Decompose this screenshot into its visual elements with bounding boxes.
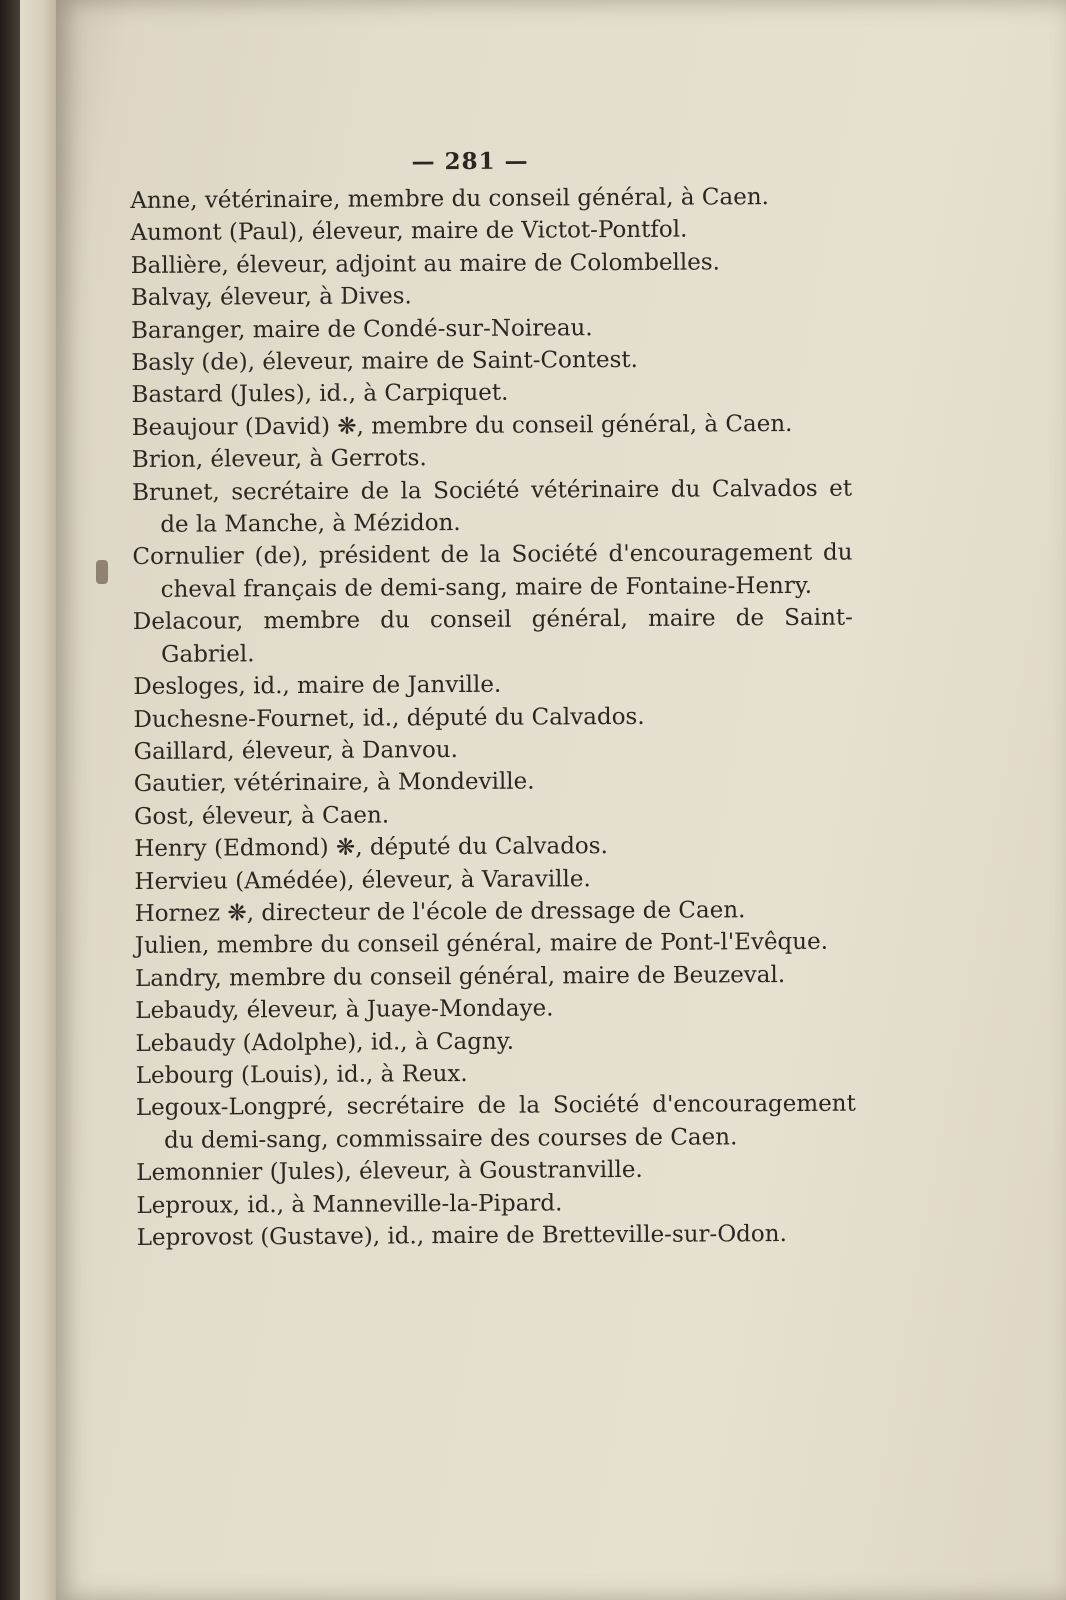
margin-stain <box>96 560 108 584</box>
list-entry: Baranger, maire de Condé-sur-Noireau. <box>131 314 593 344</box>
list-entry: Anne, vétérinaire, membre du conseil général, à Caen. <box>130 184 769 214</box>
list-entry: Brion, éleveur, à Gerrots. <box>131 445 427 474</box>
page-text <box>130 146 857 1255</box>
list-entry: Brunet, secrétaire de la Société vétérinaire du Calvados et de la Manche, à Mézidon. <box>132 475 853 538</box>
list-entry: Julien, membre du conseil général, maire de Pont-l'Evêque. <box>134 929 829 960</box>
list-entry: Aumont (Paul), éleveur, maire de Victot-Pontfol. <box>130 217 688 247</box>
list-entry: Balvay, éleveur, à Dives. <box>130 283 412 312</box>
list-entry: Beaujour (David) ❋, membre du conseil général, à Caen. <box>131 410 793 441</box>
list-entry: Ballière, éleveur, adjoint au maire de Colombelles. <box>130 249 721 279</box>
list-entry: Hervieu (Amédée), éleveur, à Varaville. <box>134 865 591 895</box>
list-entry: Gost, éleveur, à Caen. <box>133 802 390 830</box>
list-entry: Bastard (Jules), id., à Carpiquet. <box>131 380 509 409</box>
list-entry: Leproux, id., à Manneville-la-Pipard. <box>136 1189 563 1219</box>
list-entry: Gautier, vétérinaire, à Mondeville. <box>133 768 535 798</box>
list-entry: Legoux-Longpré, secrétaire de la Société d'encouragement du demi-sang, commissaire des courses de Caen. <box>135 1090 856 1154</box>
list-entry: Lemonnier (Jules), éleveur, à Goustranville. <box>136 1157 643 1187</box>
list-entry: Lebourg (Louis), id., à Reux. <box>135 1060 468 1089</box>
page-number: — 281 — <box>411 147 529 176</box>
list-entry: Lebaudy (Adolphe), id., à Cagny. <box>135 1028 515 1057</box>
list-entry: Henry (Edmond) ❋, député du Calvados. <box>134 833 608 863</box>
list-entry: Leprovost (Gustave), id., maire de Bretteville-sur-Odon. <box>136 1221 787 1251</box>
list-entry: Landry, membre du conseil général, maire de Beuzeval. <box>134 961 786 992</box>
list-entry: Cornulier (de), président de la Société d'encouragement du cheval français de demi-sang, maire de Fontaine-Henry. <box>132 540 853 603</box>
list-entry: Gaillard, éleveur, à Danvou. <box>133 736 459 765</box>
list-entry: Delacour, membre du conseil général, maire de Saint-Gabriel. <box>132 604 853 668</box>
list-entry: Lebaudy, éleveur, à Juaye-Mondaye. <box>135 995 554 1025</box>
list-entry: Duchesne-Fournet, id., député du Calvados. <box>133 703 645 733</box>
list-entry: Hornez ❋, directeur de l'école de dressage de Caen. <box>134 897 746 927</box>
list-entry: Basly (de), éleveur, maire de Saint-Contest. <box>131 346 639 377</box>
list-entry: Desloges, id., maire de Janville. <box>133 671 502 701</box>
